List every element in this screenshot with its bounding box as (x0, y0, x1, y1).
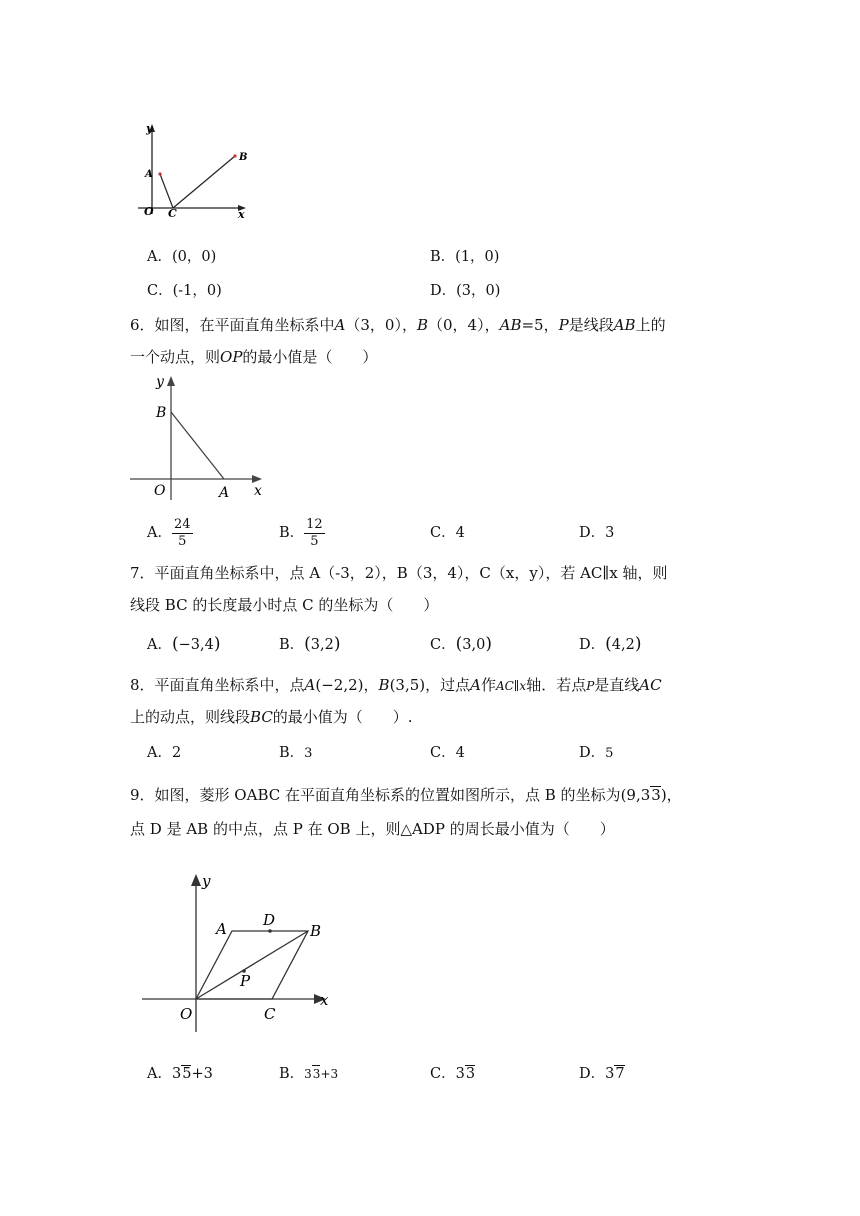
radical (614, 1065, 624, 1082)
q7-option-c[interactable]: C．(3,0) (430, 634, 492, 654)
option-label: B． (279, 1066, 305, 1082)
q6-fig-A: A (219, 485, 230, 501)
q6-text: 6．如图，在平面直角坐标系中 (130, 316, 335, 334)
q6-option-b[interactable] (279, 513, 325, 553)
q7-stem-line1: 7．平面直角坐标系中，点 A（-3，2），B（3，4），C（x，y），若 AC∥x 轴，则 (130, 564, 668, 582)
addend: +3 (191, 1066, 213, 1082)
option-label: B． (279, 525, 305, 541)
option-text: (3，0) (456, 283, 501, 299)
option-text: (-1，0) (172, 283, 222, 299)
radical (650, 786, 661, 803)
q8-text: ，过点 (425, 676, 471, 694)
option-text: (1，0) (455, 249, 500, 265)
option-label: D． (579, 745, 606, 761)
option-label: A． (147, 525, 172, 541)
q6-point-p: P (558, 316, 569, 334)
option-label: C． (430, 525, 456, 541)
q6-option-c[interactable] (430, 523, 465, 543)
option-label: D． (579, 525, 606, 541)
q6-figure (126, 370, 276, 505)
q8-text: ， (363, 676, 379, 694)
q9-option-b[interactable] (279, 1064, 338, 1084)
q6-segment-op: OP (220, 348, 243, 366)
q9-stem-line2: 点 D 是 AB 的中点，点 P 在 OB 上，则△ADP 的周长最小值为（ ） (130, 820, 615, 838)
q8-stem-line2 (130, 707, 413, 727)
q9-fig-y: y (202, 872, 211, 890)
option-text: 3,2 (310, 637, 334, 653)
coef: 3 (171, 1066, 182, 1082)
q5-fig-C: C (168, 207, 177, 220)
option-label: C． (430, 745, 456, 761)
q9-coord: )， (660, 786, 682, 804)
q8-stem-line1 (130, 675, 662, 696)
q8-option-c[interactable] (430, 743, 465, 763)
q8-text: 作 (481, 676, 497, 694)
coef: 3 (455, 1066, 465, 1082)
q8-point-a: A (304, 676, 316, 694)
coef: 3 (304, 1067, 312, 1081)
q7-option-a[interactable]: A．(−3,4) (147, 634, 221, 654)
numerator: 12 (306, 516, 323, 532)
q9-figure (136, 866, 346, 1036)
q8-point-b: B (378, 676, 390, 694)
radicand: 5 (182, 1066, 192, 1082)
q9-option-a[interactable] (147, 1064, 213, 1084)
q8-line-ac: AC (639, 676, 662, 694)
q9-fig-A: A (216, 920, 227, 938)
q6-stem-line2 (130, 347, 377, 367)
q8-text: 是直线 (594, 676, 640, 694)
fraction (304, 517, 325, 550)
q5-fig-B: B (239, 152, 248, 163)
q8-text: 的最小值为（ ）. (272, 708, 413, 726)
option-text: 4,2 (611, 637, 635, 653)
option-text: (0，0) (171, 249, 217, 265)
q8-segment-bc: BC (250, 708, 273, 726)
option-text: −3,4 (178, 637, 214, 653)
q9-option-c[interactable] (430, 1064, 475, 1084)
q7-option-d[interactable]: D．(4,2) (579, 634, 642, 654)
q9-fig-D: D (263, 911, 276, 929)
option-label: D． (579, 637, 606, 653)
option-text: 2 (171, 745, 182, 761)
q6-fig-O: O (154, 483, 166, 499)
q5-fig-O: O (144, 205, 154, 218)
q6-option-d[interactable] (579, 523, 614, 543)
option-text: 3 (304, 746, 313, 761)
addend: +3 (320, 1067, 339, 1081)
q8-point-p: P (586, 679, 595, 693)
q9-fig-P: P (240, 972, 251, 990)
q6-text: 上的 (635, 316, 666, 334)
q9-fig-O: O (180, 1005, 193, 1023)
option-text: 4 (455, 525, 465, 541)
denominator: 5 (178, 533, 187, 549)
q8-ac-parallel-x: AC∥x (496, 679, 527, 693)
q5-option-b[interactable] (430, 247, 499, 267)
q9-fig-C: C (264, 1005, 276, 1023)
option-label: B． (279, 637, 305, 653)
fraction (172, 517, 193, 550)
q5-fig-y: y (146, 122, 153, 135)
q5-figure (130, 118, 260, 228)
q7-option-b[interactable]: B．(3,2) (279, 634, 341, 654)
option-label: C． (147, 283, 173, 299)
q6-text: 的最小值是（ ） (242, 348, 378, 366)
option-label: A． (147, 249, 172, 265)
q8-coord-b: (3,5) (389, 676, 426, 694)
radicand: 3 (651, 786, 661, 804)
option-label: D． (579, 1066, 606, 1082)
radical (181, 1065, 191, 1082)
q6-point-b: B (416, 316, 429, 334)
option-text: 3,0 (462, 637, 486, 653)
option-text: 4 (455, 745, 465, 761)
q6-fig-x: x (254, 483, 262, 499)
q5-fig-A: A (145, 169, 153, 180)
q8-option-a[interactable] (147, 743, 181, 763)
option-label: C． (430, 637, 456, 653)
q6-segment-ab: AB (499, 316, 522, 334)
q6-segment-ab: AB (613, 316, 636, 334)
option-label: B． (430, 249, 456, 265)
coef: 3 (605, 1066, 615, 1082)
q5-fig-x: x (238, 208, 245, 221)
option-label: D． (430, 283, 457, 299)
q8-option-b[interactable] (279, 743, 312, 764)
q8-point-a: A (470, 676, 481, 694)
q7-stem-line2: 线段 BC 的长度最小时点 C 的坐标为（ ） (130, 596, 439, 614)
q5-option-a[interactable] (147, 247, 216, 267)
q6-fig-B: B (156, 405, 167, 421)
q5-option-d[interactable] (430, 281, 500, 301)
q6-option-a[interactable] (147, 513, 193, 553)
q8-option-d[interactable] (579, 743, 613, 764)
q8-text: 上的动点，则线段 (130, 708, 251, 726)
q6-coord-b: （0，4）， (428, 316, 500, 334)
q8-text: 轴．若点 (526, 676, 587, 694)
option-label: A． (147, 745, 172, 761)
denominator: 5 (310, 533, 319, 549)
option-text: 3 (605, 525, 615, 541)
q6-text: 一个动点，则 (130, 348, 221, 366)
q9-fig-B: B (310, 922, 322, 940)
q6-stem-line1 (130, 315, 666, 335)
q6-text: 是线段 (568, 316, 614, 334)
radicand: 7 (615, 1066, 625, 1082)
q9-fig-x: x (320, 991, 329, 1009)
option-label: A． (147, 1066, 172, 1082)
q8-coord-a: (−2,2) (315, 676, 364, 694)
radical (465, 1065, 475, 1082)
q8-text: 8．平面直角坐标系中，点 (130, 676, 305, 694)
radicand: 3 (312, 1067, 321, 1081)
q6-coord-a: （3，0）， (345, 316, 417, 334)
option-text: 5 (605, 746, 614, 761)
q5-option-c[interactable] (147, 281, 222, 301)
radicand: 3 (465, 1066, 476, 1082)
q9-coord: (9,3 (620, 786, 651, 804)
q6-point-a: A (334, 316, 346, 334)
option-label: B． (279, 745, 305, 761)
numerator: 24 (173, 516, 191, 532)
option-label: A． (147, 637, 172, 653)
q6-fig-y: y (156, 374, 164, 390)
q9-stem-line1 (130, 785, 682, 805)
q6-eq: =5， (521, 316, 559, 334)
q9-text: 9．如图，菱形 OABC 在平面直角坐标系的位置如图所示，点 B 的坐标为 (130, 786, 621, 804)
option-label: C． (430, 1066, 456, 1082)
q9-option-d[interactable] (579, 1064, 625, 1084)
